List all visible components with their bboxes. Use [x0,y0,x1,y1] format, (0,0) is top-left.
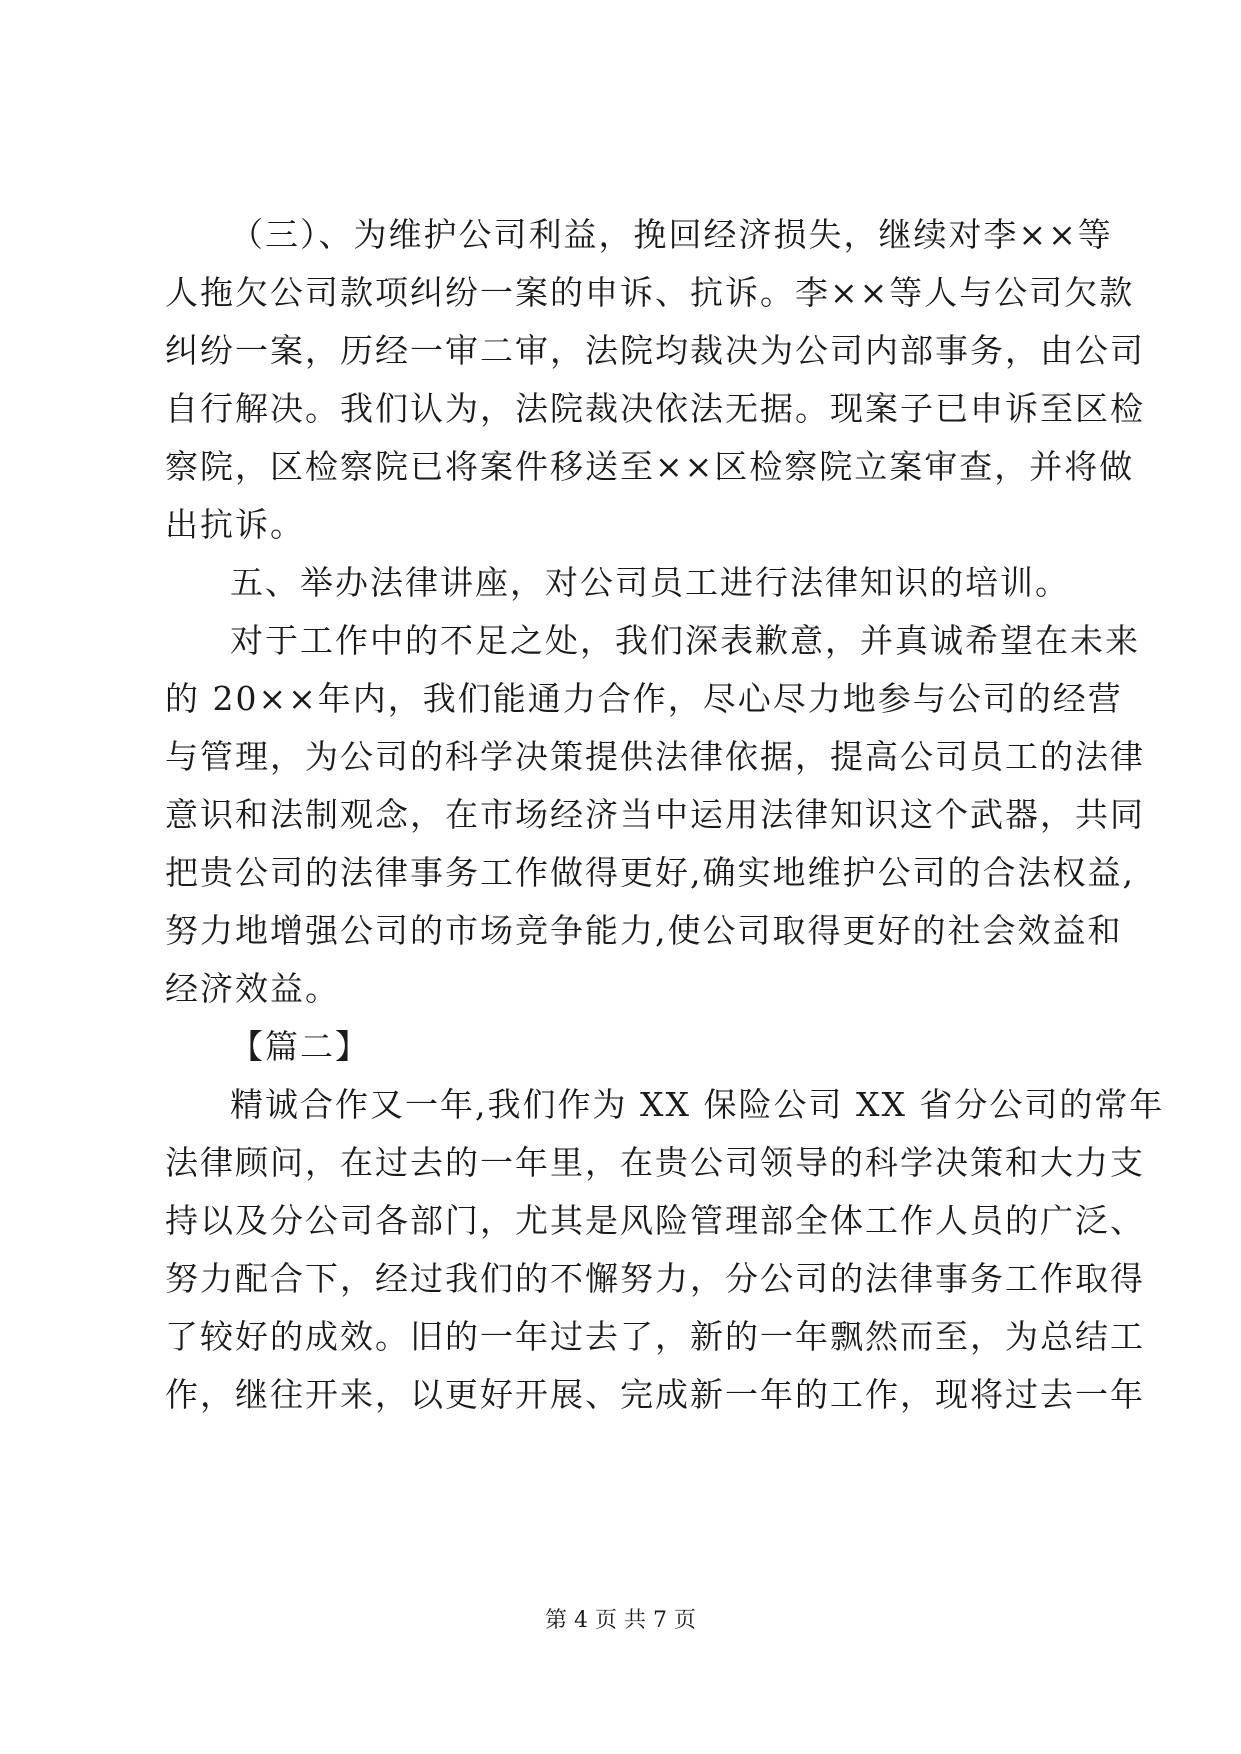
text-line: 察院，区检察院已将案件移送至××区检察院立案审查，并将做 [165,447,1135,486]
text-line: 努力配合下，经过我们的不懈努力，分公司的法律事务工作取得 [165,1259,1145,1298]
text-line: 的 20××年内，我们能通力合作，尽心尽力地参与公司的经营 [165,679,1123,718]
text-line: 精诚合作又一年,我们作为 XX 保险公司 XX 省分公司的常年 [230,1085,1165,1124]
text-line: 出抗诉。 [165,505,305,544]
text-line: 意识和法制观念，在市场经济当中运用法律知识这个武器，共同 [165,795,1145,834]
text-line: 对于工作中的不足之处，我们深表歉意，并真诚希望在未来 [230,621,1140,660]
text-line: 努力地增强公司的市场竞争能力,使公司取得更好的社会效益和 [165,911,1123,950]
text-line: 把贵公司的法律事务工作做得更好,确实地维护公司的合法权益, [165,853,1135,892]
text-line: 与管理，为公司的科学决策提供法律依据，提高公司员工的法律 [165,737,1145,776]
text-line: 人拖欠公司款项纠纷一案的申诉、抗诉。李××等人与公司欠款 [165,273,1135,312]
page-number-footer: 第 4 页 共 7 页 [545,1608,696,1633]
section-heading: 【篇二】 [230,1027,370,1066]
text-line: 自行解决。我们认为，法院裁决依法无据。现案子已申诉至区检 [165,389,1145,428]
text-line: 作，继往开来，以更好开展、完成新一年的工作，现将过去一年 [165,1375,1145,1414]
text-line: 纠纷一案，历经一审二审，法院均裁决为公司内部事务，由公司 [165,331,1145,370]
text-line: 持以及分公司各部门，尤其是风险管理部全体工作人员的广泛、 [165,1201,1145,1240]
text-line: 法律顾问，在过去的一年里，在贵公司领导的科学决策和大力支 [165,1143,1145,1182]
text-line: 五、举办法律讲座，对公司员工进行法律知识的培训。 [230,563,1070,602]
text-line: 经济效益。 [165,969,340,1008]
text-line: （三）、为维护公司利益，挽回经济损失，继续对李××等 [230,215,1113,254]
text-line: 了较好的成效。旧的一年过去了，新的一年飘然而至，为总结工 [165,1317,1145,1356]
